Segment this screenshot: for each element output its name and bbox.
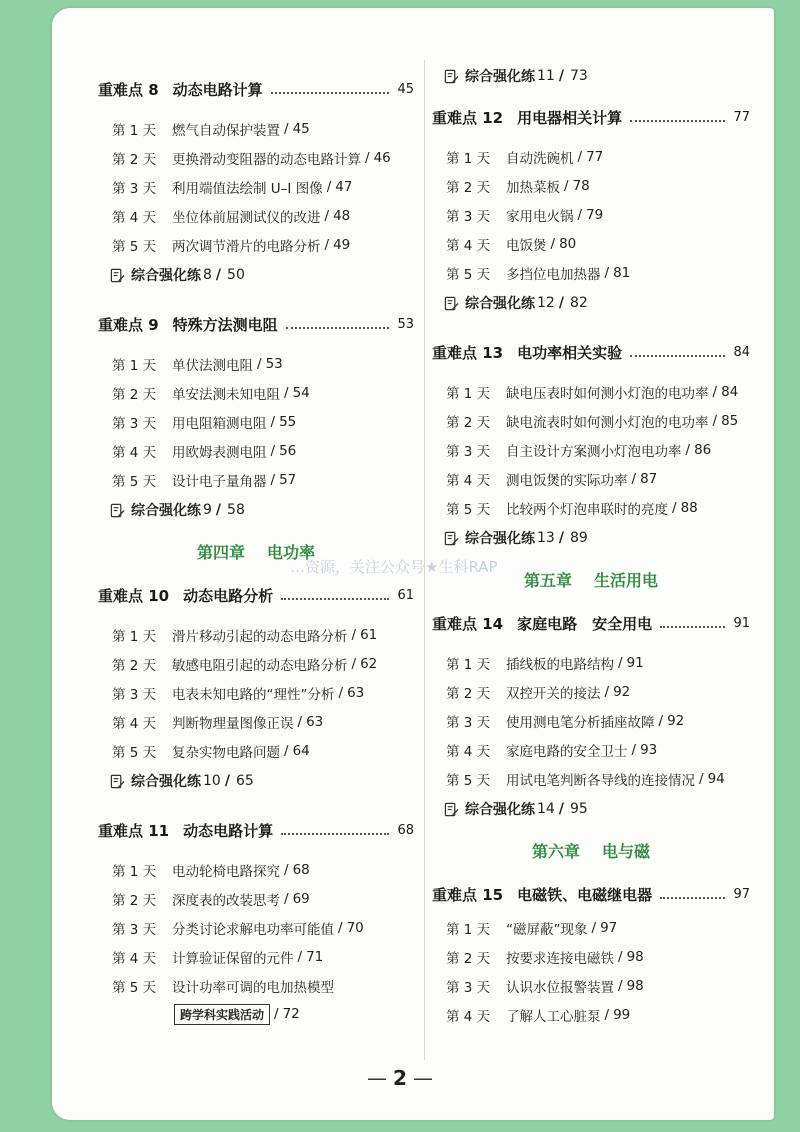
- section-title: 用电器相关计算: [517, 108, 623, 127]
- day-page: 92: [613, 683, 631, 700]
- day-page: 79: [586, 206, 604, 223]
- practice-number: 12: [537, 295, 555, 311]
- section-page: 53: [397, 316, 414, 332]
- day-page: 62: [360, 655, 378, 672]
- right-column: [432, 60, 750, 1029]
- day-title: 设计电子量角器: [172, 473, 267, 490]
- day-title: 比较两个灯泡串联时的亮度: [506, 501, 668, 518]
- leader-dots: [286, 326, 390, 329]
- day-list: [432, 142, 750, 287]
- day-item[interactable]: 第 3 天 分类讨论求解电功率可能值 / 70: [112, 919, 364, 938]
- day-item[interactable]: 第 4 天 判断物理量图像正误 / 63: [112, 713, 324, 732]
- day-list: [432, 377, 750, 522]
- practice-item[interactable]: 综合强化练 10 / 65: [98, 765, 414, 797]
- chapter-label: 第五章: [523, 570, 572, 590]
- day-item[interactable]: 第 3 天 家用电火锅 / 79: [446, 206, 604, 225]
- day-item[interactable]: 第 3 天 用电阻箱测电阻 / 55: [112, 413, 297, 432]
- cross-discipline-tag: 跨学科实践活动: [174, 1004, 270, 1025]
- day-page: 64: [292, 742, 310, 759]
- day-list: [98, 855, 414, 1028]
- day-label: 第 1 天: [112, 628, 157, 645]
- leader-dots: [660, 896, 725, 899]
- day-title: 缺电压表时如何测小灯泡的电功率: [506, 385, 709, 402]
- day-page: 81: [613, 264, 631, 281]
- day-title: 用试电笔判断各导线的连接情况: [506, 772, 695, 789]
- day-label: 第 1 天: [112, 122, 157, 139]
- day-item[interactable]: 第 5 天 复杂实物电路问题 / 64: [112, 742, 310, 761]
- practice-page: 65: [235, 773, 254, 789]
- section-title: 特殊方法测电阻: [172, 315, 278, 334]
- practice-number: 9: [203, 502, 212, 518]
- day-list: [432, 913, 750, 1029]
- day-label: 第 1 天: [446, 150, 491, 167]
- day-label: 第 4 天: [446, 743, 491, 760]
- section-label: 重难点 11: [98, 821, 170, 840]
- day-title: 加热菜板: [506, 179, 560, 196]
- day-label: 第 5 天: [446, 266, 491, 283]
- day-page: 97: [600, 919, 618, 936]
- day-item[interactable]: 第 5 天 用试电笔判断各导线的连接情况 / 94: [446, 770, 725, 789]
- section-title: 动态电路分析: [183, 586, 274, 605]
- day-page: 78: [572, 177, 590, 194]
- day-page: 57: [279, 471, 297, 488]
- section-title: 家庭电路 安全用电: [517, 614, 653, 633]
- page-number: — 2 —: [367, 1066, 433, 1090]
- practice-number: 11: [537, 68, 555, 84]
- day-page: 98: [626, 948, 644, 965]
- day-list: [98, 114, 414, 259]
- section-label: 重难点 10: [98, 586, 170, 605]
- day-list: [98, 620, 414, 765]
- practice-item[interactable]: 综合强化练 8 / 50: [98, 259, 414, 291]
- day-title: 更换滑动变阻器的动态电路计算: [172, 151, 361, 168]
- day-label: 第 5 天: [112, 744, 157, 761]
- chapter-title: 电功率: [267, 542, 316, 562]
- leader-dots: [281, 597, 389, 600]
- day-title: 两次调节滑片的电路分析: [172, 238, 321, 255]
- practice-item[interactable]: 综合强化练 14 / 95: [432, 793, 750, 825]
- day-item[interactable]: [112, 971, 414, 1000]
- section-label: 重难点 12: [432, 108, 504, 127]
- page-number-value: 2: [393, 1066, 407, 1090]
- day-page: 53: [265, 355, 283, 372]
- day-label: 第 4 天: [446, 472, 491, 489]
- day-item[interactable]: 第 4 天 了解人工心脏泵 / 99: [446, 1006, 631, 1025]
- day-item[interactable]: 第 2 天 单安法测未知电阻 / 54: [112, 384, 310, 403]
- day-title: 复杂实物电路问题: [172, 744, 280, 761]
- day-label: 第 2 天: [446, 950, 491, 967]
- section-page: 68: [397, 822, 414, 838]
- day-title: 坐位体前屈测试仪的改进: [172, 209, 321, 226]
- day-label: 第 2 天: [112, 892, 157, 909]
- day-page: 47: [335, 178, 353, 195]
- leader-dots: [271, 91, 390, 94]
- edit-note-icon: [444, 296, 459, 311]
- section-heading[interactable]: [432, 604, 750, 642]
- section-heading[interactable]: [98, 305, 414, 343]
- edit-note-icon: [110, 774, 125, 789]
- day-title: 双控开关的接法: [506, 685, 601, 702]
- leader-dots: [660, 625, 725, 628]
- chapter-title: 电与磁: [602, 841, 651, 861]
- day-item[interactable]: 第 4 天 计算验证保留的元件 / 71: [112, 948, 324, 967]
- practice-label: 综合强化练: [131, 774, 201, 790]
- day-label: 第 2 天: [112, 151, 157, 168]
- day-title: 判断物理量图像正误: [172, 715, 294, 732]
- section-label: 重难点 8: [98, 80, 159, 99]
- section-heading[interactable]: [432, 98, 750, 136]
- day-item[interactable]: 第 5 天 多挡位电加热器 / 81: [446, 264, 631, 283]
- day-title: 电饭煲: [506, 237, 547, 254]
- day-label: 第 4 天: [112, 715, 157, 732]
- day-label: 第 3 天: [112, 921, 157, 938]
- day-item[interactable]: 第 3 天 电表未知电路的“理性”分析 / 63: [112, 684, 365, 703]
- section-label: 重难点 9: [98, 315, 159, 334]
- day-page: 45: [292, 120, 310, 137]
- day-page: 93: [640, 741, 658, 758]
- left-column: [98, 70, 414, 1028]
- day-item[interactable]: 第 2 天 按要求连接电磁铁 / 98: [446, 948, 644, 967]
- edit-note-icon: [444, 69, 459, 84]
- day-item[interactable]: 第 2 天 深度表的改装思考 / 69: [112, 890, 310, 909]
- practice-page: 50: [227, 267, 245, 283]
- day-page: 49: [333, 236, 351, 253]
- day-title: 敏感电阻引起的动态电路分析: [172, 657, 348, 674]
- day-page: 71: [306, 948, 324, 965]
- day-title: 用电阻箱测电阻: [172, 415, 267, 432]
- day-title: 缺电流表时如何测小灯泡的电功率: [506, 414, 709, 431]
- day-item[interactable]: 第 4 天 电饭煲 / 80: [446, 235, 577, 254]
- practice-page: 58: [227, 502, 245, 518]
- day-item[interactable]: 第 4 天 坐位体前屈测试仪的改进 / 48: [112, 207, 351, 226]
- day-page: 87: [640, 470, 658, 487]
- day-title: 按要求连接电磁铁: [506, 950, 614, 967]
- day-label: 第 5 天: [112, 473, 157, 490]
- day-page: 63: [347, 684, 365, 701]
- day-label: 第 3 天: [446, 208, 491, 225]
- day-title: 电动轮椅电路探究: [172, 863, 280, 880]
- day-title: 家用电火锅: [506, 208, 574, 225]
- chapter-label: 第四章: [196, 542, 245, 562]
- day-title: 使用测电笔分析插座故障: [506, 714, 655, 731]
- day-page: 54: [292, 384, 310, 401]
- practice-label: 综合强化练: [465, 69, 535, 85]
- day-page: 88: [680, 499, 698, 516]
- day-page: 77: [586, 148, 604, 165]
- day-item[interactable]: 第 1 天 单伏法测电阻 / 53: [112, 355, 283, 374]
- day-label: 第 3 天: [446, 443, 491, 460]
- day-page: 70: [346, 919, 364, 936]
- day-label: 第 2 天: [112, 386, 157, 403]
- day-label: 第 4 天: [112, 950, 157, 967]
- edit-note-icon: [110, 503, 125, 518]
- day-label: 第 1 天: [446, 385, 491, 402]
- day-title: 认识水位报警装置: [506, 979, 614, 996]
- day-page: 56: [279, 442, 297, 459]
- practice-page: 95: [569, 801, 588, 817]
- day-label: 第 1 天: [112, 863, 157, 880]
- day-page: 94: [707, 770, 725, 787]
- practice-item[interactable]: 综合强化练 11 / 73: [432, 60, 750, 92]
- day-item[interactable]: 第 1 天 滑片移动引起的动态电路分析 / 61: [112, 626, 378, 645]
- section-page: 77: [733, 109, 750, 125]
- day-page: 61: [360, 626, 378, 643]
- day-title: 滑片移动引起的动态电路分析: [172, 628, 348, 645]
- section-label: 重难点 13: [432, 343, 504, 362]
- day-page: 91: [626, 654, 644, 671]
- section-heading[interactable]: [98, 70, 414, 108]
- day-item[interactable]: 第 4 天 测电饭煲的实际功率 / 87: [446, 470, 658, 489]
- day-label: 第 1 天: [112, 357, 157, 374]
- day-item[interactable]: 第 5 天 设计电子量角器 / 57: [112, 471, 297, 490]
- day-title: 用欧姆表测电阻: [172, 444, 267, 461]
- section-page: 97: [733, 886, 750, 902]
- day-page: 55: [279, 413, 297, 430]
- section-title: 电功率相关实验: [517, 343, 623, 362]
- day-page: 48: [333, 207, 351, 224]
- practice-number: 13: [537, 530, 555, 546]
- day-label: 第 3 天: [112, 686, 157, 703]
- day-page: 69: [292, 890, 310, 907]
- day-item[interactable]: 第 5 天 两次调节滑片的电路分析 / 49: [112, 236, 351, 255]
- day-list: [432, 648, 750, 793]
- section-page: 61: [397, 587, 414, 603]
- day-item[interactable]: 第 1 天 “磁屏蔽”现象 / 97: [446, 919, 618, 938]
- day-item[interactable]: 第 5 天 比较两个灯泡串联时的亮度 / 88: [446, 499, 698, 518]
- day-item[interactable]: 第 3 天 使用测电笔分析插座故障 / 92: [446, 712, 685, 731]
- practice-item[interactable]: 综合强化练 12 / 82: [432, 287, 750, 319]
- practice-page: 89: [569, 530, 588, 546]
- leader-dots: [630, 119, 725, 122]
- cross-discipline-page: 72: [282, 1006, 300, 1022]
- day-item[interactable]: 第 1 天 缺电压表时如何测小灯泡的电功率 / 84: [446, 383, 739, 402]
- day-label: 第 3 天: [112, 180, 157, 197]
- section-heading[interactable]: [432, 875, 750, 913]
- day-item[interactable]: 第 2 天 双控开关的接法 / 92: [446, 683, 631, 702]
- practice-item[interactable]: 综合强化练 13 / 89: [432, 522, 750, 554]
- day-title: 分类讨论求解电功率可能值: [172, 921, 334, 938]
- day-label: 第 5 天: [446, 772, 491, 789]
- day-title: 设计功率可调的电加热模型: [172, 979, 334, 996]
- practice-label: 综合强化练: [465, 531, 535, 547]
- practice-label: 综合强化练: [131, 503, 201, 519]
- day-item[interactable]: 第 4 天 家庭电路的安全卫士 / 93: [446, 741, 658, 760]
- day-item[interactable]: 第 2 天 加热菜板 / 78: [446, 177, 590, 196]
- day-item[interactable]: 第 2 天 敏感电阻引起的动态电路分析 / 62: [112, 655, 378, 674]
- day-item[interactable]: 第 3 天 利用端值法绘制 U–I 图像 / 47: [112, 178, 353, 197]
- section-page: 84: [733, 344, 750, 360]
- watermark: …资源，关注公众号★生科RAP: [290, 558, 498, 576]
- day-label: 第 4 天: [112, 209, 157, 226]
- day-page: 92: [667, 712, 685, 729]
- edit-note-icon: [110, 268, 125, 283]
- day-list: [98, 349, 414, 494]
- day-label: 第 2 天: [446, 414, 491, 431]
- day-label: 第 4 天: [446, 237, 491, 254]
- day-page: 80: [559, 235, 577, 252]
- day-item[interactable]: 第 1 天 燃气自动保护装置 / 45: [112, 120, 310, 139]
- day-page: 86: [694, 441, 712, 458]
- day-title: 测电饭煲的实际功率: [506, 472, 628, 489]
- day-label: 第 2 天: [446, 179, 491, 196]
- day-label: 第 1 天: [446, 921, 491, 938]
- cross-discipline-item[interactable]: 跨学科实践活动 / 72: [112, 1000, 414, 1028]
- day-page: 63: [306, 713, 324, 730]
- day-title: 家庭电路的安全卫士: [506, 743, 628, 760]
- section-title: 动态电路计算: [172, 80, 263, 99]
- day-label: 第 4 天: [446, 1008, 491, 1025]
- day-page: 98: [626, 977, 644, 994]
- day-title: 电表未知电路的“理性”分析: [172, 686, 335, 703]
- practice-label: 综合强化练: [131, 268, 201, 284]
- day-title: 单安法测未知电阻: [172, 386, 280, 403]
- section-page: 91: [733, 615, 750, 631]
- practice-page: 82: [569, 295, 588, 311]
- day-item[interactable]: 第 1 天 自动洗碗机 / 77: [446, 148, 604, 167]
- section-title: 动态电路计算: [183, 821, 274, 840]
- day-item[interactable]: 第 2 天 更换滑动变阻器的动态电路计算 / 46: [112, 149, 391, 168]
- day-title: 计算验证保留的元件: [172, 950, 294, 967]
- day-title: 燃气自动保护装置: [172, 122, 280, 139]
- day-item[interactable]: 第 3 天 认识水位报警装置 / 98: [446, 977, 644, 996]
- day-label: 第 1 天: [446, 656, 491, 673]
- day-item[interactable]: 第 2 天 缺电流表时如何测小灯泡的电功率 / 85: [446, 412, 739, 431]
- practice-number: 8: [203, 267, 212, 283]
- day-title: 自动洗碗机: [506, 150, 574, 167]
- day-label: 第 5 天: [112, 979, 157, 996]
- practice-page: 73: [569, 68, 588, 84]
- day-title: 自主设计方案测小灯泡电功率: [506, 443, 682, 460]
- day-page: 99: [613, 1006, 631, 1023]
- section-title: 电磁铁、电磁继电器: [517, 885, 653, 904]
- day-page: 46: [373, 149, 391, 166]
- practice-label: 综合强化练: [465, 802, 535, 818]
- day-page: 84: [721, 383, 739, 400]
- day-label: 第 2 天: [446, 685, 491, 702]
- edit-note-icon: [444, 531, 459, 546]
- day-title: “磁屏蔽”现象: [506, 921, 588, 938]
- section-label: 重难点 15: [432, 885, 504, 904]
- day-label: 第 3 天: [112, 415, 157, 432]
- practice-item[interactable]: 综合强化练 9 / 58: [98, 494, 414, 526]
- section-page: 45: [397, 81, 414, 97]
- day-page: 68: [292, 861, 310, 878]
- day-label: 第 5 天: [112, 238, 157, 255]
- day-label: 第 2 天: [112, 657, 157, 674]
- day-label: 第 3 天: [446, 714, 491, 731]
- day-title: 深度表的改装思考: [172, 892, 280, 909]
- section-heading[interactable]: [432, 333, 750, 371]
- chapter-heading[interactable]: [432, 825, 750, 875]
- edit-note-icon: [444, 802, 459, 817]
- leader-dots: [281, 832, 389, 835]
- day-item[interactable]: 第 3 天 自主设计方案测小灯泡电功率 / 86: [446, 441, 712, 460]
- day-title: 了解人工心脏泵: [506, 1008, 601, 1025]
- chapter-label: 第六章: [531, 841, 580, 861]
- leader-dots: [630, 354, 725, 357]
- chapter-title: 生活用电: [594, 570, 659, 590]
- day-title: 利用端值法绘制 U–I 图像: [172, 180, 323, 197]
- day-label: 第 5 天: [446, 501, 491, 518]
- day-title: 多挡位电加热器: [506, 266, 601, 283]
- day-item[interactable]: 第 1 天 电动轮椅电路探究 / 68: [112, 861, 310, 880]
- day-item[interactable]: 第 1 天 插线板的电路结构 / 91: [446, 654, 644, 673]
- practice-number: 10: [203, 773, 221, 789]
- day-title: 插线板的电路结构: [506, 656, 614, 673]
- practice-label: 综合强化练: [465, 296, 535, 312]
- day-label: 第 4 天: [112, 444, 157, 461]
- day-label: 第 3 天: [446, 979, 491, 996]
- day-item[interactable]: 第 4 天 用欧姆表测电阻 / 56: [112, 442, 297, 461]
- section-label: 重难点 14: [432, 614, 504, 633]
- section-heading[interactable]: [98, 811, 414, 849]
- day-page: 85: [721, 412, 739, 429]
- section-heading[interactable]: [98, 576, 414, 614]
- day-title: 单伏法测电阻: [172, 357, 253, 374]
- practice-number: 14: [537, 801, 555, 817]
